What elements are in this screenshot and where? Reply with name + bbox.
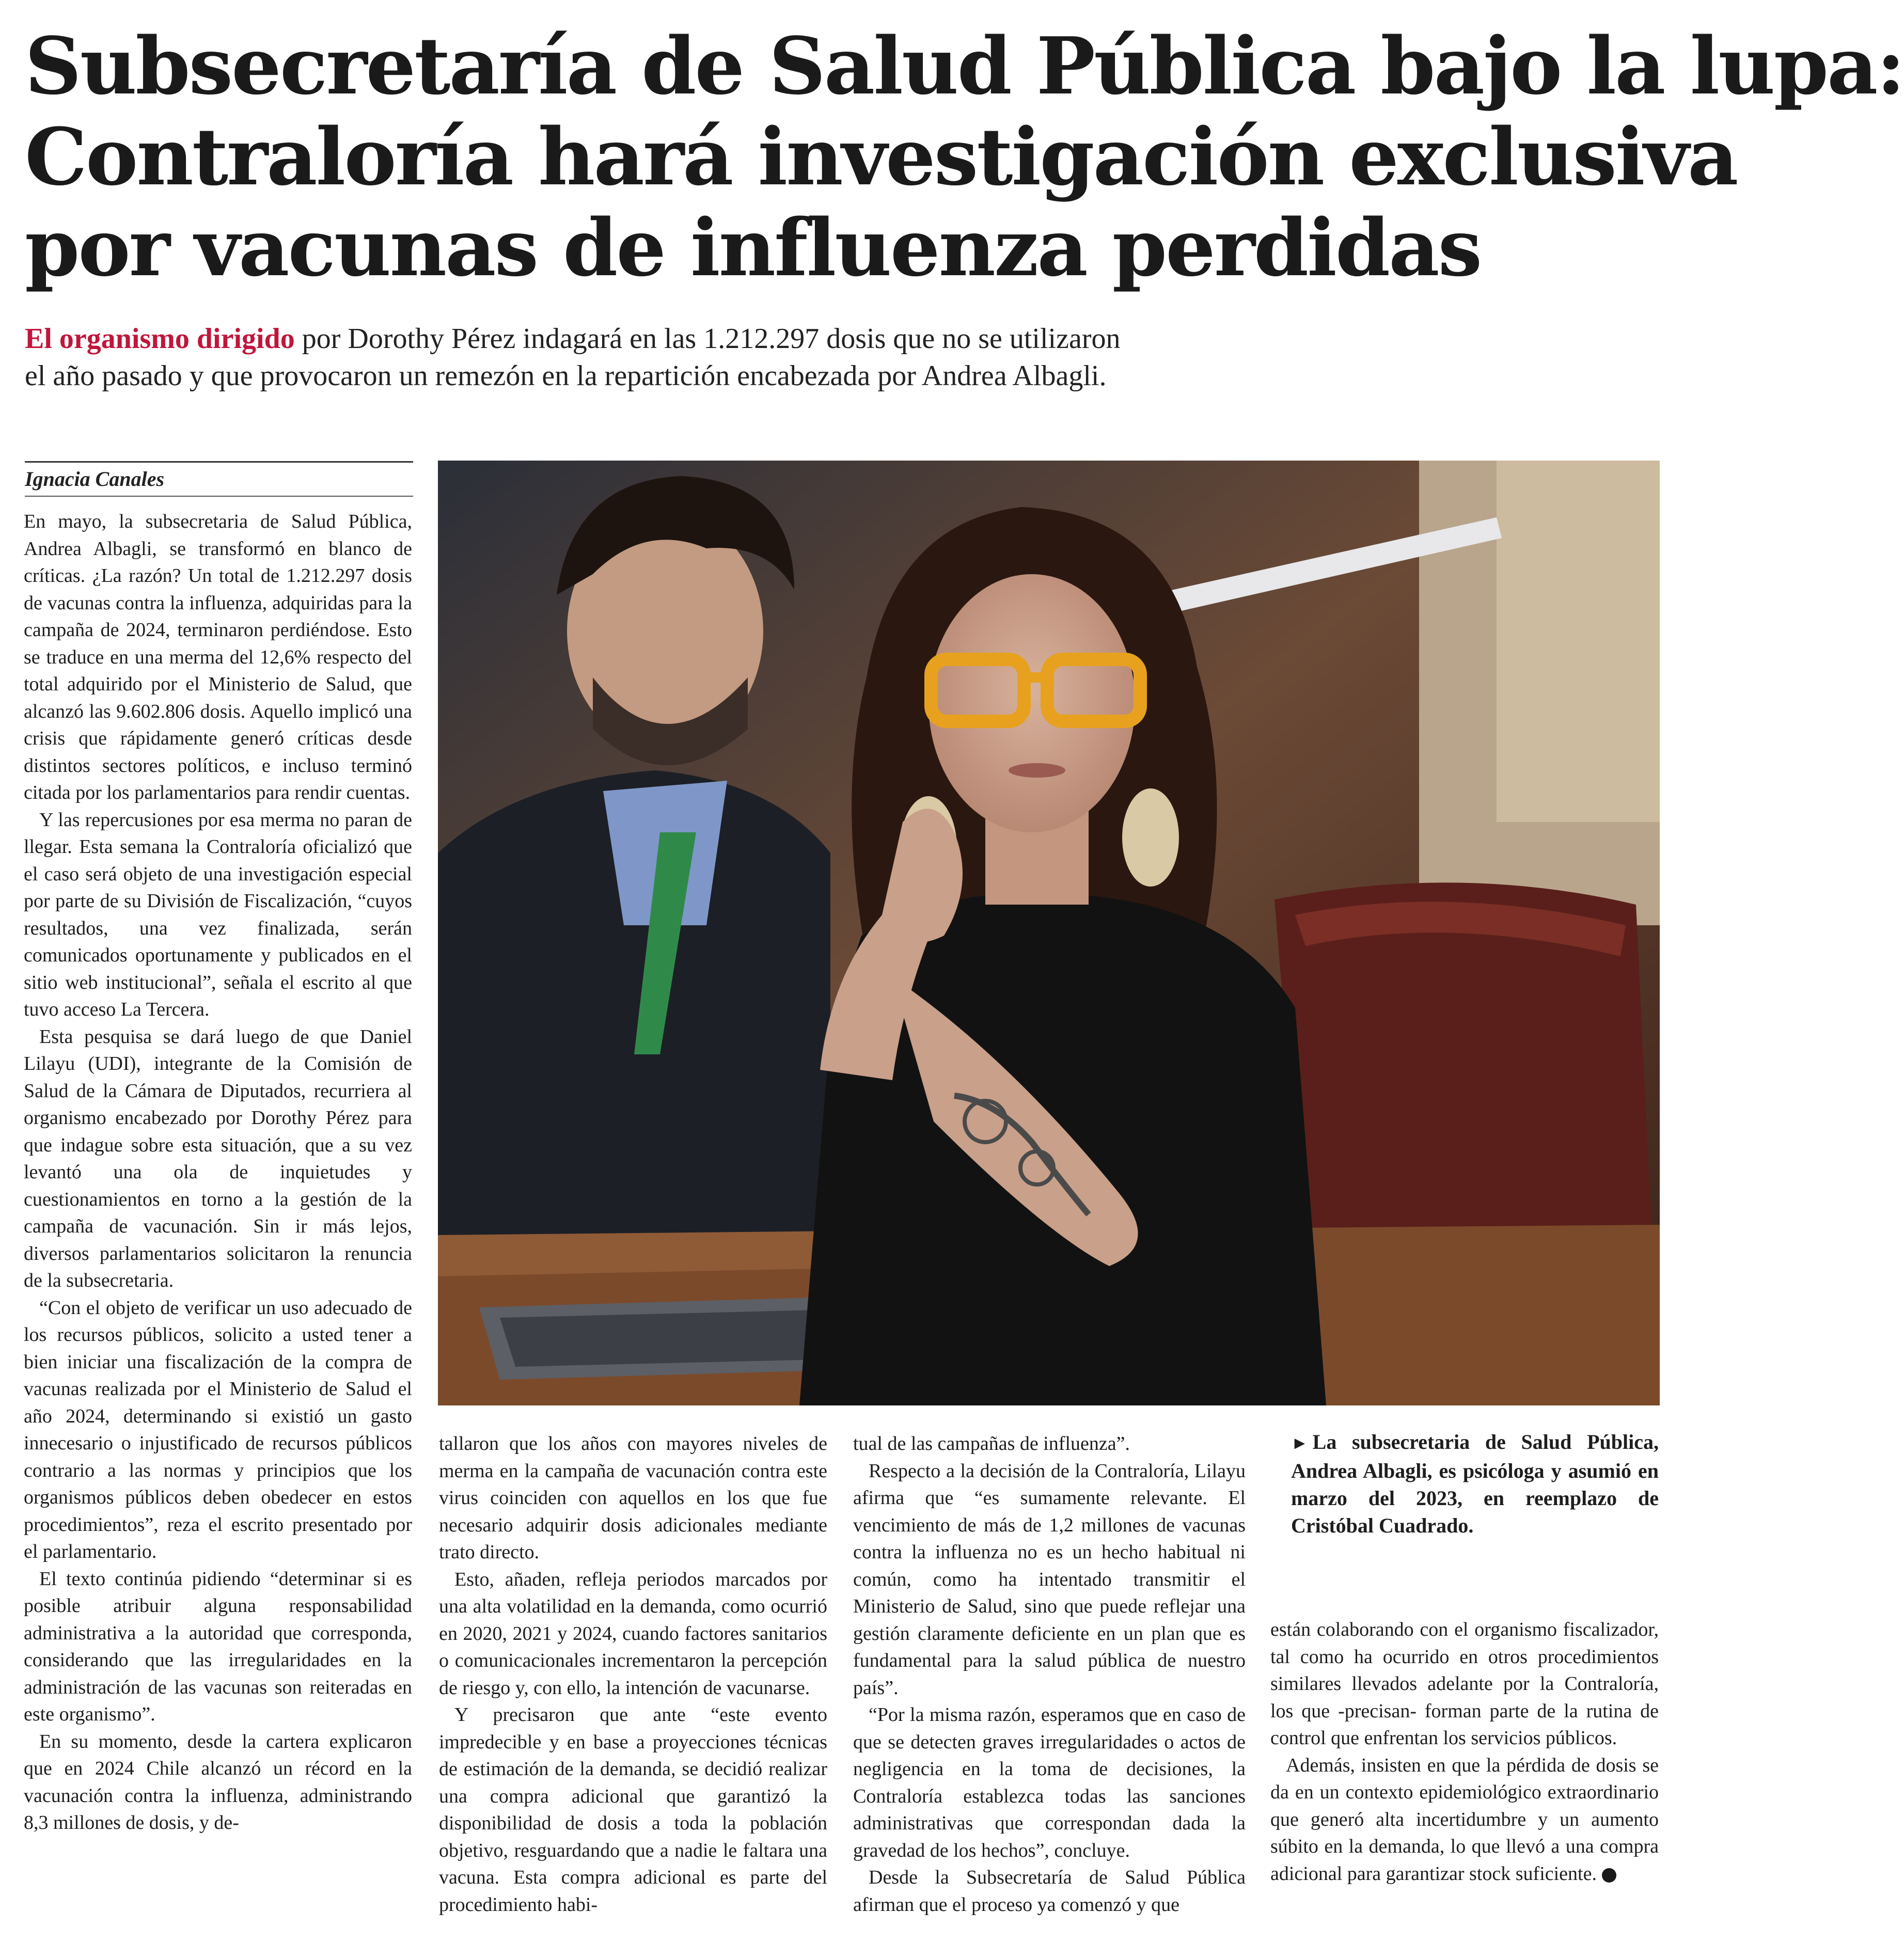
paragraph: Esta pesquisa se dará luego de que Daniel Lilayu (UDI), integrante de la Comisión de Salud de la Cámara de Diputados, recurriera al organismo encabezado por Dorothy Pérez para que indague sobre esta situación, que a su vez levantó una ola de inquietudes y cuestionamientos en torno a la gestión de la campaña de vacunación. Sin ir más lejos, diversos parlamentarios solicitaron la renuncia de la subsecretaria. [24, 1025, 412, 1291]
end-mark-icon [1602, 1868, 1616, 1883]
article-photo [438, 461, 1660, 1405]
byline-rule-top [25, 461, 413, 463]
paragraph: Esto, añaden, refleja periodos marcados por una alta volatilidad en la demanda, como ocurrió en 2020, 2021 y 2024, cuando factores sanitarios o comunicacionales incrementaron la percepción de riesgo y, con ello, la intención de vacunarse. [439, 1568, 827, 1699]
deck [25, 320, 1264, 394]
body-column-2 [439, 1430, 827, 1936]
paragraph: Y las repercusiones por esa merma no paran de llegar. Esta semana la Contraloría oficializó que el caso será objeto de una investigación especial por parte de su División de Fiscalización, “cuyos resultados, una vez finalizada, serán comunicados oportunamente y publicados en el sitio web institucional”, señala el escrito al que tuvo acceso La Tercera. [24, 809, 412, 1020]
headline [25, 20, 1904, 294]
paragraph: tual de las campañas de influenza”. [853, 1433, 1130, 1455]
caption-marker-icon: ► [1291, 1434, 1309, 1453]
deck-rest-2: el año pasado y que provocaron un remezón en la repartición encabezada por Andrea Albagli. [25, 360, 1107, 392]
paragraph-text: Además, insisten en que la pérdida de dosis se da en un contexto epidemiológico extraordinario que generó alta incertidumbre y un aumento súbito en la demanda, lo que llevó a una compra adicional para garantizar stock suficiente. [1270, 1754, 1659, 1885]
paragraph: “Por la misma razón, esperamos que en caso de que se detecten graves irregularidades o actos de negligencia en la toma de decisiones, la Contraloría establezca todas las sanciones administrativas que correspondan dada la gravedad de los hechos”, concluye. [853, 1704, 1246, 1861]
headline-line-2: Contraloría hará investigación exclusiva [25, 110, 1737, 203]
photo-illustration [438, 461, 1660, 1405]
deck-lead: El organismo dirigido [25, 323, 295, 355]
photo-caption [1291, 1428, 1659, 1539]
paragraph: están colaborando con el organismo fiscalizador, tal como ha ocurrido en otros procedimientos similares llevados adelante por la Contraloría, los que -precisan- forman parte de la rutina de control que enfrentan los servicios públicos. [1270, 1619, 1659, 1749]
deck-rest-1: por Dorothy Pérez indagará en las 1.212.297 dosis que no se utilizaron [294, 323, 1121, 355]
paragraph: Y precisaron que ante “este evento impredecible y en base a proyecciones técnicas de estimación de la demanda, se decidió realizar una compra adicional que garantizó la disponibilidad de dosis a toda la población objetivo, resguardando que a nadie le faltara una vacuna. Esta compra adicional es parte del procedimiento habi- [439, 1704, 827, 1916]
paragraph: En su momento, desde la cartera explicaron que en 2024 Chile alcanzó un récord en la vacunación contra la influenza, administrando 8,3 millones de dosis, y de- [24, 1730, 412, 1833]
body-column-3 [853, 1430, 1246, 1936]
paragraph: Desde la Subsecretaría de Salud Pública afirman que el proceso ya comenzó y que [853, 1867, 1246, 1916]
caption-text: La subsecretaria de Salud Pública, Andrea Albagli, es psicóloga y asumió en marzo del 2023, en reemplazo de Cristóbal Cuadrado. [1291, 1430, 1659, 1537]
byline-rule-bottom [25, 496, 413, 497]
paragraph [1270, 1752, 1659, 1888]
headline-line-1: Subsecretaría de Salud Pública bajo la lupa: [25, 20, 1904, 112]
paragraph: El texto continúa pidiendo “determinar si es posible atribuir alguna responsabilidad administrativa a la autoridad que corresponda, considerando que las irregularidades en la administración de las vacunas son reiteradas en este organismo”. [24, 1568, 412, 1725]
paragraph: En mayo, la subsecretaria de Salud Pública, Andrea Albagli, se transformó en blanco de críticas. ¿La razón? Un total de 1.212.297 dosis de vacunas contra la influenza, adquiridas para la campaña de 2024, terminaron perdiéndose. Esto se traduce en una merma del 12,6% respecto del total adquirido por el Ministerio de Salud, que alcanzó las 9.602.806 dosis. Aquello implicó una crisis que rápidamente generó críticas desde distintos sectores políticos, e incluso terminó citada por los parlamentarios para rendir cuentas. [24, 511, 412, 803]
byline: Ignacia Canales [25, 467, 165, 491]
paragraph: tallaron que los años con mayores niveles de merma en la campaña de vacunación contra este virus coinciden con aquellos en los que fue necesario adquirir dosis adicionales mediante trato directo. [439, 1433, 827, 1563]
headline-line-3: por vacunas de influenza perdidas [25, 201, 1481, 294]
body-column-1 [24, 508, 412, 1933]
body-column-4 [1270, 1616, 1659, 1936]
paragraph: Respecto a la decisión de la Contraloría, Lilayu afirma que “es sumamente relevante. El vencimiento de más de 1,2 millones de vacunas contra la influenza no es un hecho habitual ni común, como ha intentado transmitir el Ministerio de Salud, sino que puede reflejar una gestión claramente deficiente en un plan que es fundamental para la salud pública de nuestro país”. [853, 1460, 1246, 1699]
paragraph: “Con el objeto de verificar un uso adecuado de los recursos públicos, solicito a usted tener a bien iniciar una fiscalización de la compra de vacunas realizada por el Ministerio de Salud el año 2024, determinando si existió un gasto innecesario o injustificado de recursos públicos contrario a las normas y principios que los organismos públicos deben obedecer en estos procedimientos”, reza el escrito presentado por el parlamentario. [24, 1297, 412, 1562]
